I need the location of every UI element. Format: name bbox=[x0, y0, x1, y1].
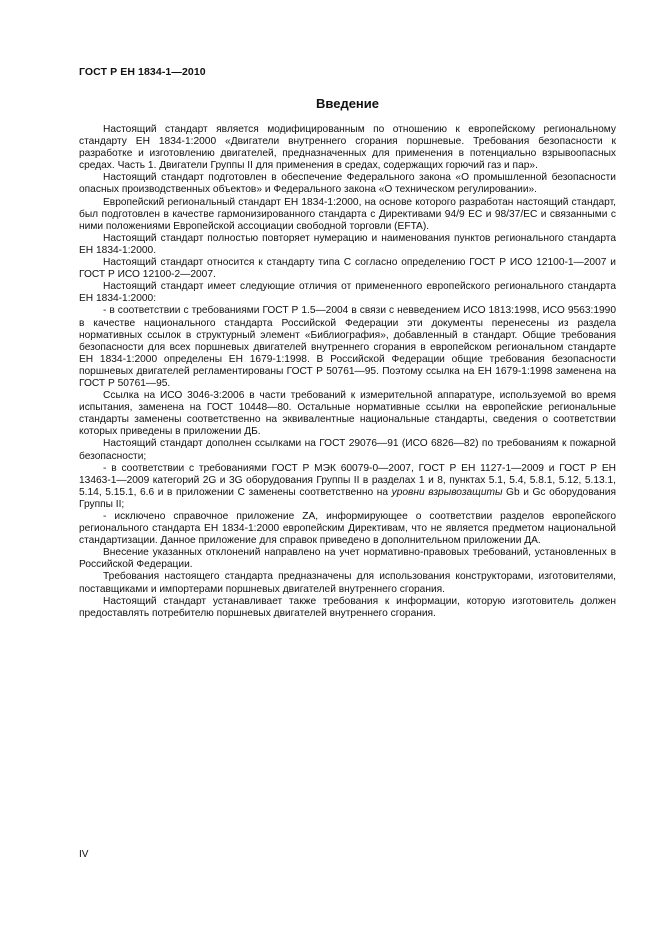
paragraph: Настоящий стандарт является модифицированным по отношению к европейскому региональному стандарту ЕН 1834-1:2000 «Двигатели внутреннего сгорания поршневые. Требования безопасности к разработке и изготовлению двигателей, предназначенных для применения в потенциально взрывоопасных средах. Часть 1. Двигатели Группы II для применения в средах, содержащих горючий газ и пар». bbox=[79, 124, 616, 172]
paragraph: - исключено справочное приложение ZA, информирующее о соответствии разделов европейского регионального стандарта ЕН 1834-1:2000 европейским Директивам, что не является предметом национальной стандартизации. Данное приложение для справок приведено в дополнительном приложении ДА. bbox=[79, 511, 616, 547]
paragraph: Ссылка на ИСО 3046-3:2006 в части требований к измерительной аппаратуре, используемой во время испытания, заменена на ГОСТ 10448—80. Остальные нормативные ссылки на европейские региональные стандарты заменены соответственно на эквивалентные национальные стандарты, сведения о соответствии которых приведены в приложении ДБ. bbox=[79, 390, 616, 438]
section-title: Введение bbox=[316, 96, 379, 111]
paragraph: Настоящий стандарт относится к стандарту типа С согласно определению ГОСТ Р ИСО 12100-1—2007 и ГОСТ Р ИСО 12100-2—2007. bbox=[79, 257, 616, 281]
paragraph: Настоящий стандарт подготовлен в обеспечение Федерального закона «О промышленной безопасности опасных производственных объектов» и Федерального закона «О техническом регулировании». bbox=[79, 172, 616, 196]
paragraph: Настоящий стандарт устанавливает также требования к информации, которую изготовитель должен предоставлять потребителю поршневых двигателей внутреннего сгорания. bbox=[79, 595, 616, 619]
paragraph: Настоящий стандарт имеет следующие отличия от примененного европейского регионального стандарта ЕН 1834-1:2000: bbox=[79, 281, 616, 305]
paragraph-text: - в соответствии с требованиями ГОСТ Р МЭК 60079-0—2007, ГОСТ Р ЕН 1127-1—2009 и ГОСТ Р ЕН 13463-1—2009 категорий 2G и 3G оборудования Группы II в разделах 1 и 8, пунктах 5.1, 5.4, 5.8.1, 5.12, 5.13.1, 5.14, 5.15.1, 6.6 и в приложении С заменены соответственно на bbox=[79, 462, 616, 498]
paragraph: - в соответствии с требованиями ГОСТ Р 1.5—2004 в связи с невведением ИСО 1813:1998, ИСО 9563:1990 в качестве национального стандарта Российской Федерации эти документы перенесены из раздела нормативных ссылок в структурный элемент «Библиография», добавленный в стандарт. Общие требования безопасности для всех поршневых двигателей внутреннего сгорания в европейском региональном стандарте ЕН 1834-1:2000 определены ЕН 1679-1:1998. В Российской Федерации общие требования безопасности поршневых двигателей регламентированы ГОСТ Р 50761—95. Поэтому ссылка на ЕН 1679-1:1998 заменена на ГОСТ Р 50761—95. bbox=[79, 305, 616, 389]
paragraph-tail-text: Gb и Gc оборудования Группы II; bbox=[79, 486, 616, 510]
document-code-header: ГОСТ Р ЕН 1834-1—2010 bbox=[79, 66, 206, 78]
paragraph-with-emphasis bbox=[79, 463, 616, 511]
paragraph: Внесение указанных отклонений направлено на учет нормативно-правовых требований, установленных в Российской Федерации. bbox=[79, 547, 616, 571]
paragraph: Европейский региональный стандарт ЕН 1834-1:2000, на основе которого разработан настоящий стандарт, был подготовлен в качестве гармонизированного стандарта с Директивами 94/9 ЕС и 98/37/ЕС и связанными с ними положениями Европейской ассоциации свободной торговли (EFTA). bbox=[79, 196, 616, 232]
paragraph: Требования настоящего стандарта предназначены для использования конструкторами, изготовителями, поставщиками и импортерами поршневых двигателей внутреннего сгорания. bbox=[79, 571, 616, 595]
body-text bbox=[79, 124, 616, 620]
paragraph: Настоящий стандарт дополнен ссылками на ГОСТ 29076—91 (ИСО 6826—82) по требованиям к пожарной безопасности; bbox=[79, 438, 616, 462]
page-number: IV bbox=[79, 849, 89, 860]
paragraph: Настоящий стандарт полностью повторяет нумерацию и наименования пунктов регионального стандарта ЕН 1834-1:2000. bbox=[79, 232, 616, 256]
emphasis-text: уровни взрывозащиты bbox=[391, 486, 503, 498]
